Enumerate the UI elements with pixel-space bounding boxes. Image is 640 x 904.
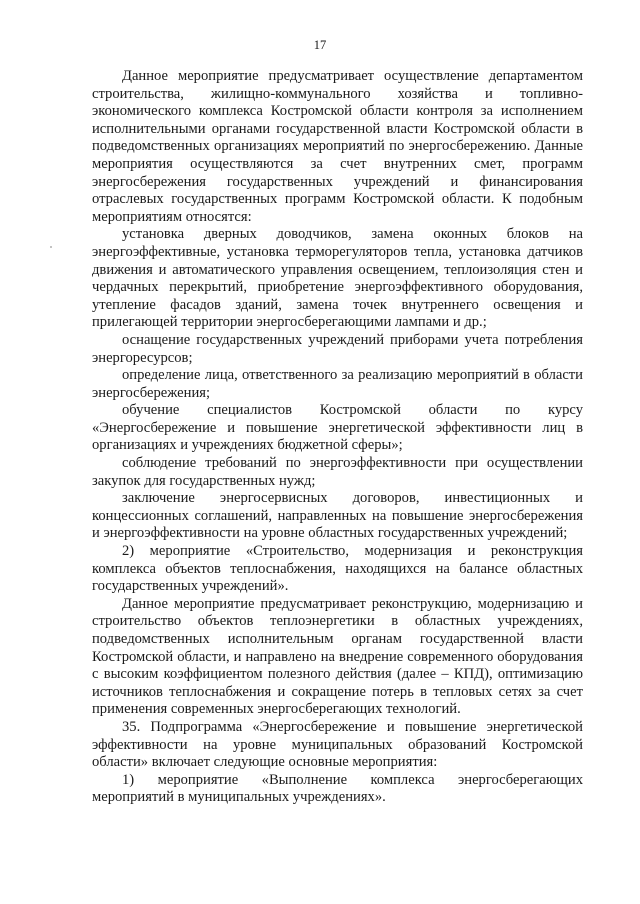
paragraph-description: Данное мероприятие предусматривает реконструкцию, модернизацию и строительство объектов теплоэнергетики в областных учреждениях, подведомственных исполнительным органам государственной власти Костромской области, и направлено на внедрение современного оборудования с высоким коэффициентом полезного действия (далее – КПД), оптимизацию источников теплоснабжения и сокращение потерь в тепловых сетях за счет применения современных энергосберегающих технологий.	[92, 595, 583, 718]
paragraph-list-item: заключение энергосервисных договоров, инвестиционных и концессионных соглашений, направленных на повышение энергосбережения и энергоэффективности на уровне областных государственных учреждений;	[92, 490, 583, 542]
paragraph-list-item: соблюдение требований по энергоэффективности при осуществлении закупок для государственных нужд;	[92, 455, 583, 489]
paragraph-list-item: определение лица, ответственного за реализацию мероприятий в области энергосбережения;	[92, 367, 583, 401]
paragraph-measure-2: 2) мероприятие «Строительство, модернизация и реконструкция комплекса объектов теплоснабжения, находящихся на балансе областных государственных учреждений».	[92, 543, 583, 595]
paragraph-list-item: обучение специалистов Костромской области по курсу «Энергосбережение и повышение энергетической эффективности лиц в организациях и учреждениях бюджетной сферы»;	[92, 402, 583, 454]
paragraph-subprogram-35: 35. Подпрограмма «Энергосбережение и повышение энергетической эффективности на уровне муниципальных образований Костромской области» включает следующие основные мероприятия:	[92, 718, 583, 771]
paragraph-list-item: установка дверных доводчиков, замена оконных блоков на энергоэффективные, установка терморегуляторов тепла, установка датчиков движения и автоматического управления освещением, теплоизоляция стен и чердачных перекрытий, приобретение энергоэффективного оборудования, утепление фасадов зданий, замена точек внутреннего освещения и прилегающей территории энергосберегающими лампами и др.;	[92, 226, 583, 331]
margin-mark	[50, 246, 52, 248]
page-number: 17	[313, 38, 327, 52]
paragraph-measure-1: 1) мероприятие «Выполнение комплекса энергосберегающих мероприятий в муниципальных учреждениях».	[92, 771, 583, 806]
document-body	[92, 68, 583, 807]
paragraph-intro: Данное мероприятие предусматривает осуществление департаментом строительства, жилищно-коммунального хозяйства и топливно-экономического комплекса Костромской области контроля за исполнением исполнительными органами государственной власти Костромской области в подведомственных организациях мероприятий по энергосбережению. Данные мероприятия осуществляются за счет внутренних смет, программ энергосбережения государственных учреждений и финансирования отраслевых государственных программ Костромской области. К подобным мероприятиям относятся:	[92, 68, 583, 225]
paragraph-list-item: оснащение государственных учреждений приборами учета потребления энергоресурсов;	[92, 331, 583, 366]
